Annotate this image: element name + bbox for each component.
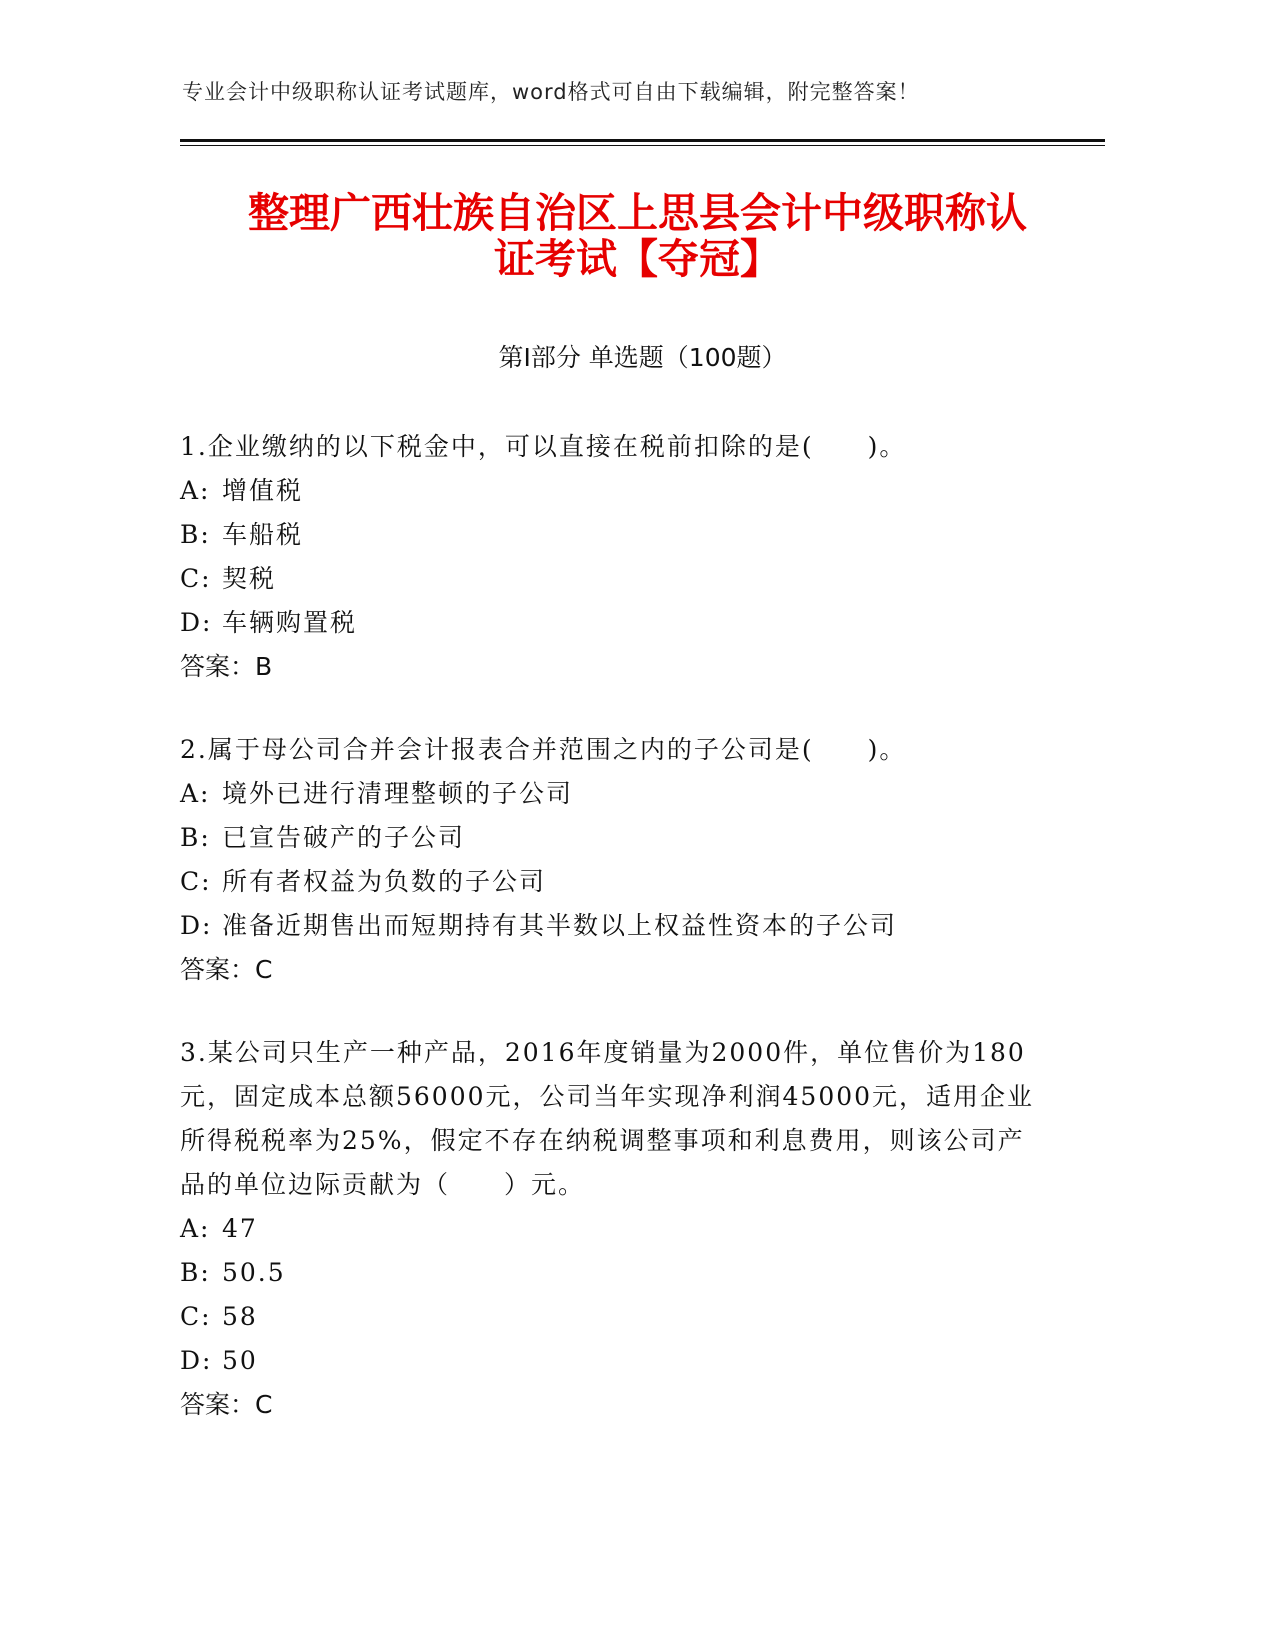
option-d [180, 601, 1040, 645]
option-d [180, 1339, 1040, 1383]
option-letter: D: [180, 1346, 213, 1375]
header-divider-thin [180, 145, 1105, 146]
option-letter: D: [180, 911, 213, 940]
option-a [180, 772, 1040, 816]
option-text: 已宣告破产的子公司 [222, 823, 466, 852]
option-text: 所有者权益为负数的子公司 [222, 867, 547, 896]
option-c [180, 860, 1040, 904]
document-title-line-2: 证考试【夺冠】 [494, 235, 781, 283]
option-letter: A: [180, 779, 211, 808]
section-title: 第Ⅰ部分 单选题（100题） [498, 343, 787, 372]
option-text: 境外已进行清理整顿的子公司 [222, 779, 574, 808]
document-title-line-1: 整理广西壮族自治区上思县会计中级职称认 [248, 189, 1027, 237]
question-3 [180, 1031, 1040, 1427]
option-letter: B: [180, 520, 211, 549]
option-letter: A: [180, 1214, 211, 1243]
question-stem: 3.某公司只生产一种产品，2016年度销量为2000件，单位售价为180元，固定成本总额56000元，公司当年实现净利润45000元，适用企业所得税税率为25%，假定不存在纳税调整事项和利息费用，则该公司产品的单位边际贡献为（ ）元。 [180, 1038, 1035, 1199]
option-text: 准备近期售出而短期持有其半数以上权益性资本的子公司 [222, 911, 898, 940]
question-list [180, 425, 1040, 1466]
header-divider-thick [180, 139, 1105, 142]
option-a [180, 469, 1040, 513]
option-letter: C: [180, 564, 212, 593]
option-text: 58 [222, 1302, 258, 1331]
option-c [180, 1295, 1040, 1339]
answer-line: 答案：B [180, 652, 273, 681]
option-letter: C: [180, 867, 212, 896]
option-letter: D: [180, 608, 213, 637]
option-c [180, 557, 1040, 601]
question-stem: 2.属于母公司合并会计报表合并范围之内的子公司是( )。 [180, 735, 907, 764]
document-title [150, 190, 1125, 282]
option-b [180, 1251, 1040, 1295]
option-text: 车船税 [222, 520, 304, 549]
option-letter: B: [180, 823, 211, 852]
option-d [180, 904, 1040, 948]
option-a [180, 1207, 1040, 1251]
option-text: 增值税 [222, 476, 304, 505]
option-text: 契税 [222, 564, 277, 593]
question-stem: 1.企业缴纳的以下税金中，可以直接在税前扣除的是( )。 [180, 432, 907, 461]
option-letter: C: [180, 1302, 212, 1331]
option-b [180, 513, 1040, 557]
option-text: 车辆购置税 [222, 608, 358, 637]
option-letter: B: [180, 1258, 211, 1287]
option-text: 47 [222, 1214, 258, 1243]
answer-line: 答案：C [180, 955, 273, 984]
option-b [180, 816, 1040, 860]
option-text: 50.5 [222, 1258, 286, 1287]
option-text: 50 [222, 1346, 258, 1375]
question-1 [180, 425, 1040, 689]
question-2 [180, 728, 1040, 992]
option-letter: A: [180, 476, 211, 505]
answer-line: 答案：C [180, 1390, 273, 1419]
header-note: 专业会计中级职称认证考试题库，word格式可自由下载编辑，附完整答案！ [182, 80, 920, 104]
